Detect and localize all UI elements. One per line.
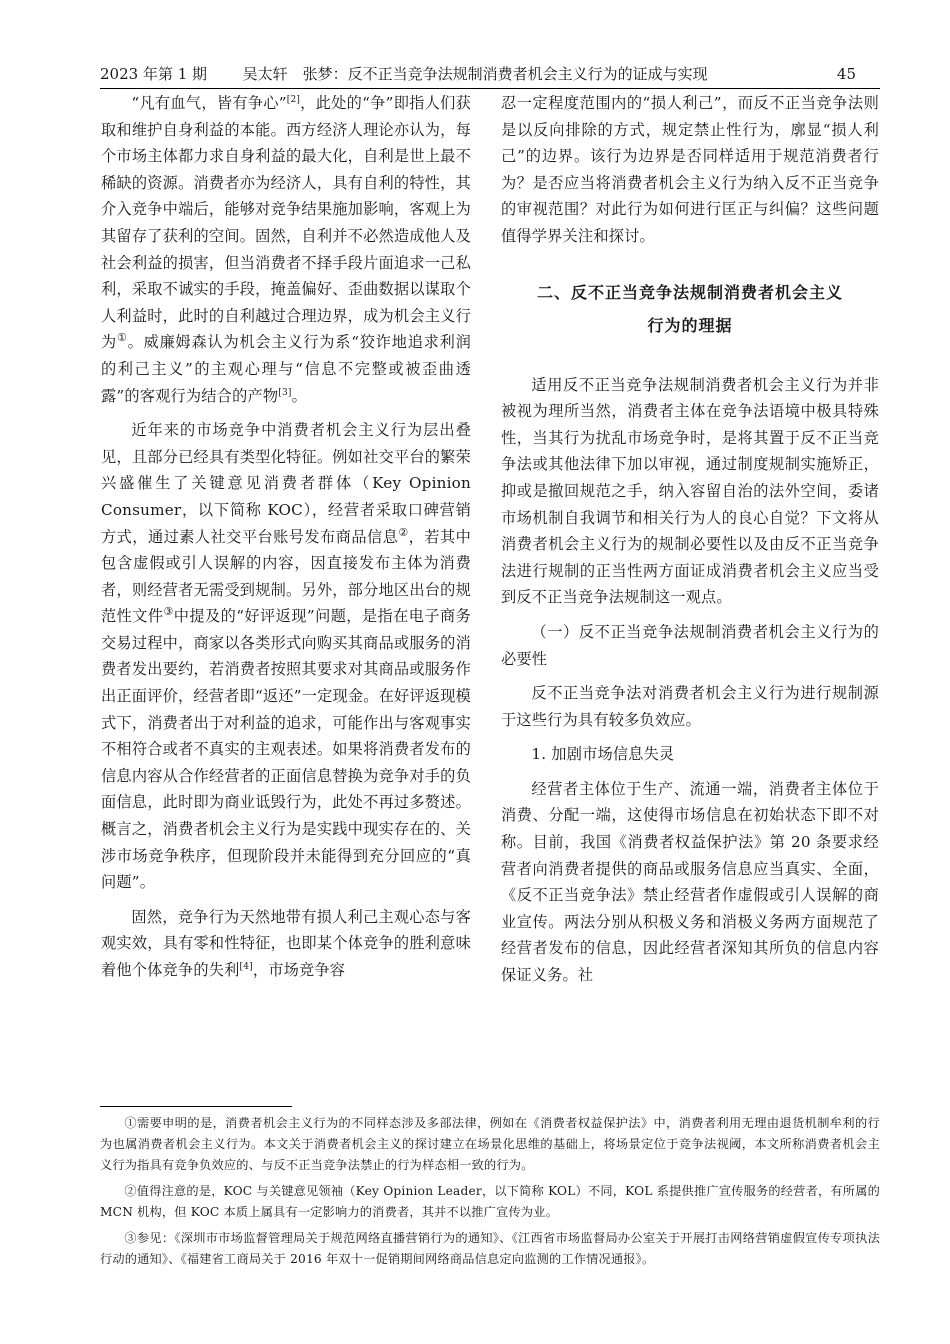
paragraph-6: 反不正当竞争法对消费者机会主义行为进行规制源于这些行为具有较多负效应。 xyxy=(501,684,879,729)
footnote-2: ②值得注意的是，KOC 与关键意见领袖（Key Opinion Leader，以下简称 KOL）不同，KOL 系提供推广宣传服务的经营者，有所属的 MCN 机构，但 KOC 本质上属具有一定影响力的消费者，其并不以推广宣传为业。 xyxy=(100,1184,880,1219)
citation-3: [3] xyxy=(278,387,292,398)
footnote-3: ③参见：《深圳市市场监督管理局关于规范网络直播营销行为的通知》、《江西省市场监督局办公室关于开展打击网络营销虚假宣传专项执法行动的通知》、《福建省工商局关于 2016 年双十一促销期间网络商品信息定向监测的工作情况通报》。 xyxy=(100,1231,880,1266)
footnote-marker-1: ① xyxy=(116,331,128,345)
section-heading-line-1: 二、反不正当竞争法规制消费者机会主义 xyxy=(536,282,843,302)
header-rule xyxy=(100,88,880,89)
footnotes xyxy=(100,1113,880,1275)
paragraph-2: 近年来的市场竞争中消费者机会主义行为层出叠见，且部分已经具有类型化特征。例如社交平台的繁荣兴盛催生了关键意见消费者群体（Key Opinion Consumer，以下简称 KOC），经营者采取口碑营销方式，通过素人社交平台账号发布商品信息②，若其中包含虚假或引人误解的内容，因直接发布主体为消费者，则经营者无需受到规制。另外，部分地区出台的规范性文件③中提及的“好评返现”问题，是指在电子商务交易过程中，商家以各类形式向购买其商品或服务的消费者发出要约，若消费者按照其要求对其商品或服务作出正面评价，经营者即“返还”一定现金。在好评返现模式下，消费者出于对利益的追求，可能作出与客观事实不相符合或者不真实的主观表述。如果将消费者发布的信息内容从合作经营者的正面信息替换为竞争对手的负面信息，此时即为商业诋毁行为，此处不再过多赘述。概言之，消费者机会主义行为是实践中现实存在的、关涉市场竞争秩序，但现阶段并未能得到充分回应的“真问题”。 xyxy=(101,421,471,892)
subheading-necessity: （一）反不正当竞争法规制消费者机会主义行为的必要性 xyxy=(501,622,879,668)
footnote-marker-2: ② xyxy=(398,525,409,539)
section-heading-line-2: 行为的理据 xyxy=(647,315,733,335)
paragraph-5: 适用反不正当竞争法规制消费者机会主义行为并非被视为理所当然，消费者主体在竞争法语境中极具特殊性，当其行为扰乱市场竞争时，是将其置于反不正当竞争法或其他法律下加以审视，通过制度规制实施矫正，抑或是撤回规范之手，纳入容留自治的法外空间，委诸市场机制自我调节和相关行为人的良心自觉？下文将从消费者机会主义行为的规制必要性以及由反不正当竞争法进行规制的正当性两方面证成消费者机会主义应当受到反不正当竞争法规制这一观点。 xyxy=(501,375,879,607)
journal-issue: 2023 年第 1 期 xyxy=(100,65,208,83)
paragraph-3: 固然，竞争行为天然地带有损人利己主观心态与客观实效，具有零和性特征，也即某个体竞争的胜利意味着他个体竞争的失利[4]，市场竞争容 xyxy=(101,907,471,979)
paragraph-4: 忍一定程度范围内的“损人利己”，而反不正当竞争法则是以反向排除的方式，规定禁止性行为，廓显“损人利己”的边界。该行为边界是否同样适用于规范消费者行为？是否应当将消费者机会主义行为纳入反不正当竞争的审视范围？对此行为如何进行匡正与纠偏？这些问题值得学界关注和探讨。 xyxy=(501,94,879,245)
section-heading xyxy=(501,276,879,342)
citation-2: [2] xyxy=(286,94,301,105)
header-authors: 吴太轩 张梦 xyxy=(242,65,333,83)
running-header xyxy=(100,62,856,86)
header-left: 2023 年第 1 期 吴太轩 张梦：反不正当竞争法规制消费者机会主义行为的证成与实现 xyxy=(100,65,708,83)
paragraph-7: 经营者主体位于生产、流通一端，消费者主体位于消费、分配一端，这使得市场信息在初始状态下即不对称。目前，我国《消费者权益保护法》第 20 条要求经营者向消费者提供的商品或服务信息应当真实、全面，《反不正当竞争法》禁止经营者作虚假或引人误解的商业宣传。两法分别从积极义务和消极义务两方面规范了经营者发布的信息，因此经营者深知其所负的信息内容保证义务。社 xyxy=(501,779,879,985)
paragraph-1: “凡有血气，皆有争心”[2]，此处的“争”即指人们获取和维护自身利益的本能。西方经济人理论亦认为，每个市场主体都力求自身利益的最大化，自利是世上最不稀缺的资源。消费者亦为经济人，具有自利的特性，其介入竞争中端后，能够对竞争结果施加影响，客观上为其留存了获利的空间。固然，自利并不必然造成他人及社会利益的损害，但当消费者不择手段片面追求一己私利，采取不诚实的手段，掩盖偏好、歪曲数据以谋取个人利益时，此时的自利越过合理边界，成为机会主义行为①。威廉姆森认为机会主义行为系“狡诈地追求利润的利己主义”的主观心理与“信息不完整或被歪曲透露”的客观行为结合的产物[3]。 xyxy=(101,94,472,405)
citation-4: [4] xyxy=(239,961,253,972)
page-number: 45 xyxy=(836,65,856,83)
footnote-1: ①需要申明的是，消费者机会主义行为的不同样态涉及多部法律，例如在《消费者权益保护法》中，消费者利用无理由退货机制牟利的行为也属消费者机会主义行为。本文关于消费者机会主义的探讨建立在场景化思维的基础上，将场景定位于竞争法视阈，本文所称消费者机会主义行为指具有竞争负效应的、与反不正当竞争法禁止的行为样态相一致的行为。 xyxy=(100,1116,880,1172)
subheading-information-failure: 1. 加剧市场信息失灵 xyxy=(531,745,675,764)
left-column xyxy=(101,90,471,984)
footnote-rule xyxy=(100,1106,292,1107)
header-article-title: 反不正当竞争法规制消费者机会主义行为的证成与实现 xyxy=(347,65,708,83)
footnote-marker-3: ③ xyxy=(163,605,174,619)
right-column xyxy=(501,90,879,989)
